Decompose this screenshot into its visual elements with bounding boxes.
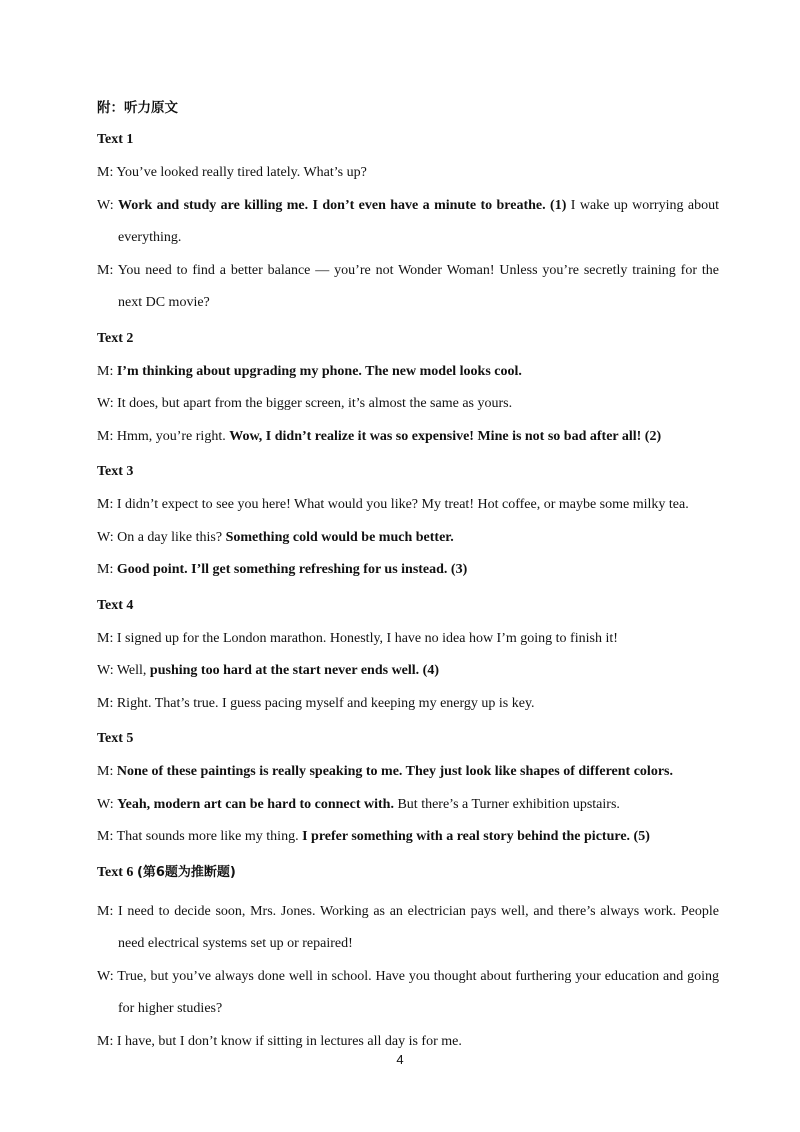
dialogue-text: M: You’ve looked really tired lately. What’s up? <box>97 165 367 180</box>
dialogue-line <box>97 421 719 454</box>
dialogue-text: M: You need to find a better balance — you’re not Wonder Woman! Unless you’re secretly training for the next DC movie? <box>97 262 719 310</box>
dialogue-line <box>97 190 719 255</box>
section-title-text: Text 6 <box>97 864 137 880</box>
dialogue-text: W: It does, but apart from the bigger screen, it’s almost the same as yours. <box>97 396 513 411</box>
dialogue-line <box>97 388 719 421</box>
transcript-sections <box>97 129 719 1058</box>
dialogue-text: W: True, but you’ve always done well in school. Have you thought about furthering your education and going for higher studies? <box>97 968 719 1016</box>
dialogue-text-bold: Good point. I’ll get something refreshing for us instead. (3) <box>116 562 468 577</box>
appendix-heading: 附：听力原文 <box>97 100 178 116</box>
dialogue-line <box>97 789 719 822</box>
dialogue-text: M: Hmm, you’re right. <box>97 428 230 444</box>
dialogue-text: M: I need to decide soon, Mrs. Jones. Working as an electrician pays well, and there’s always work. People need electrical systems set up or repaired! <box>97 903 719 951</box>
transcript-section <box>97 129 719 320</box>
dialogue-line <box>97 522 719 555</box>
transcript-section <box>97 461 719 587</box>
dialogue-text: W: On a day like this? <box>97 529 226 545</box>
dialogue-line <box>97 554 719 587</box>
dialogue-text: M: I signed up for the London marathon. Honestly, I have no idea how I’m going to finish it! <box>97 630 618 646</box>
dialogue-text-bold: Something cold would be much better. <box>225 529 454 545</box>
dialogue-text-bold: Work and study are killing me. I don’t even have a minute to breathe. (1) <box>117 197 567 213</box>
transcript-section <box>97 328 719 454</box>
transcript-section <box>97 728 719 854</box>
dialogue-text-bold: Yeah, modern art can be hard to connect with. <box>117 796 394 812</box>
dialogue-text: M: I didn’t expect to see you here! What would you like? My treat! Hot coffee, or maybe some milky tea. <box>97 497 689 512</box>
dialogue-text: M: <box>97 764 117 779</box>
section-title <box>97 461 719 483</box>
document-body <box>97 96 719 1066</box>
dialogue-text: M: <box>97 562 117 577</box>
dialogue-text-bold: I prefer something with a real story behind the picture. (5) <box>302 829 650 844</box>
section-title-text: Text 4 <box>97 597 134 613</box>
dialogue-text: M: <box>97 363 117 379</box>
dialogue-text-bold: Wow, I didn’t realize it was so expensive! Mine is not so bad after all! (2) <box>229 428 662 444</box>
dialogue-text-bold: None of these paintings is really speaking to me. They just look like shapes of different colors. <box>116 764 673 779</box>
transcript-section <box>97 595 719 721</box>
dialogue-text: W: <box>97 796 118 812</box>
dialogue-text: M: That sounds more like my thing. <box>97 829 303 844</box>
dialogue-text: M: I have, but I don’t know if sitting in lectures all day is for me. <box>97 1033 462 1049</box>
section-title-text: Text 1 <box>97 132 134 147</box>
dialogue-line <box>97 356 719 389</box>
section-title <box>97 862 719 884</box>
dialogue-line <box>97 157 719 190</box>
dialogue-line <box>97 756 719 789</box>
dialogue-line <box>97 655 719 688</box>
dialogue-text: I wake up worrying about everything. <box>118 197 719 245</box>
dialogue-text: But there’s a Turner exhibition upstairs. <box>393 796 620 812</box>
transcript-section <box>97 862 719 1059</box>
section-title <box>97 328 719 350</box>
section-title <box>97 129 719 151</box>
dialogue-line <box>97 961 719 1026</box>
dialogue-line <box>97 688 719 721</box>
dialogue-line <box>97 896 719 961</box>
dialogue-line <box>97 255 719 320</box>
section-title-text: Text 5 <box>97 731 134 746</box>
section-title <box>97 728 719 750</box>
section-title-text: Text 3 <box>97 464 134 479</box>
dialogue-line <box>97 821 719 854</box>
dialogue-text: W: <box>97 197 118 213</box>
section-title-note: (第6题为推断题) <box>136 864 236 880</box>
dialogue-text: M: Right. That’s true. I guess pacing myself and keeping my energy up is key. <box>97 695 535 711</box>
section-title-text: Text 2 <box>97 330 134 346</box>
section-title <box>97 595 719 617</box>
dialogue-text: W: Well, <box>97 663 150 678</box>
dialogue-text-bold: I’m thinking about upgrading my phone. The new model looks cool. <box>116 363 522 379</box>
dialogue-text-bold: pushing too hard at the start never ends well. (4) <box>149 663 439 678</box>
dialogue-line <box>97 623 719 656</box>
page-number: 4 <box>396 1052 404 1067</box>
dialogue-line <box>97 489 719 522</box>
